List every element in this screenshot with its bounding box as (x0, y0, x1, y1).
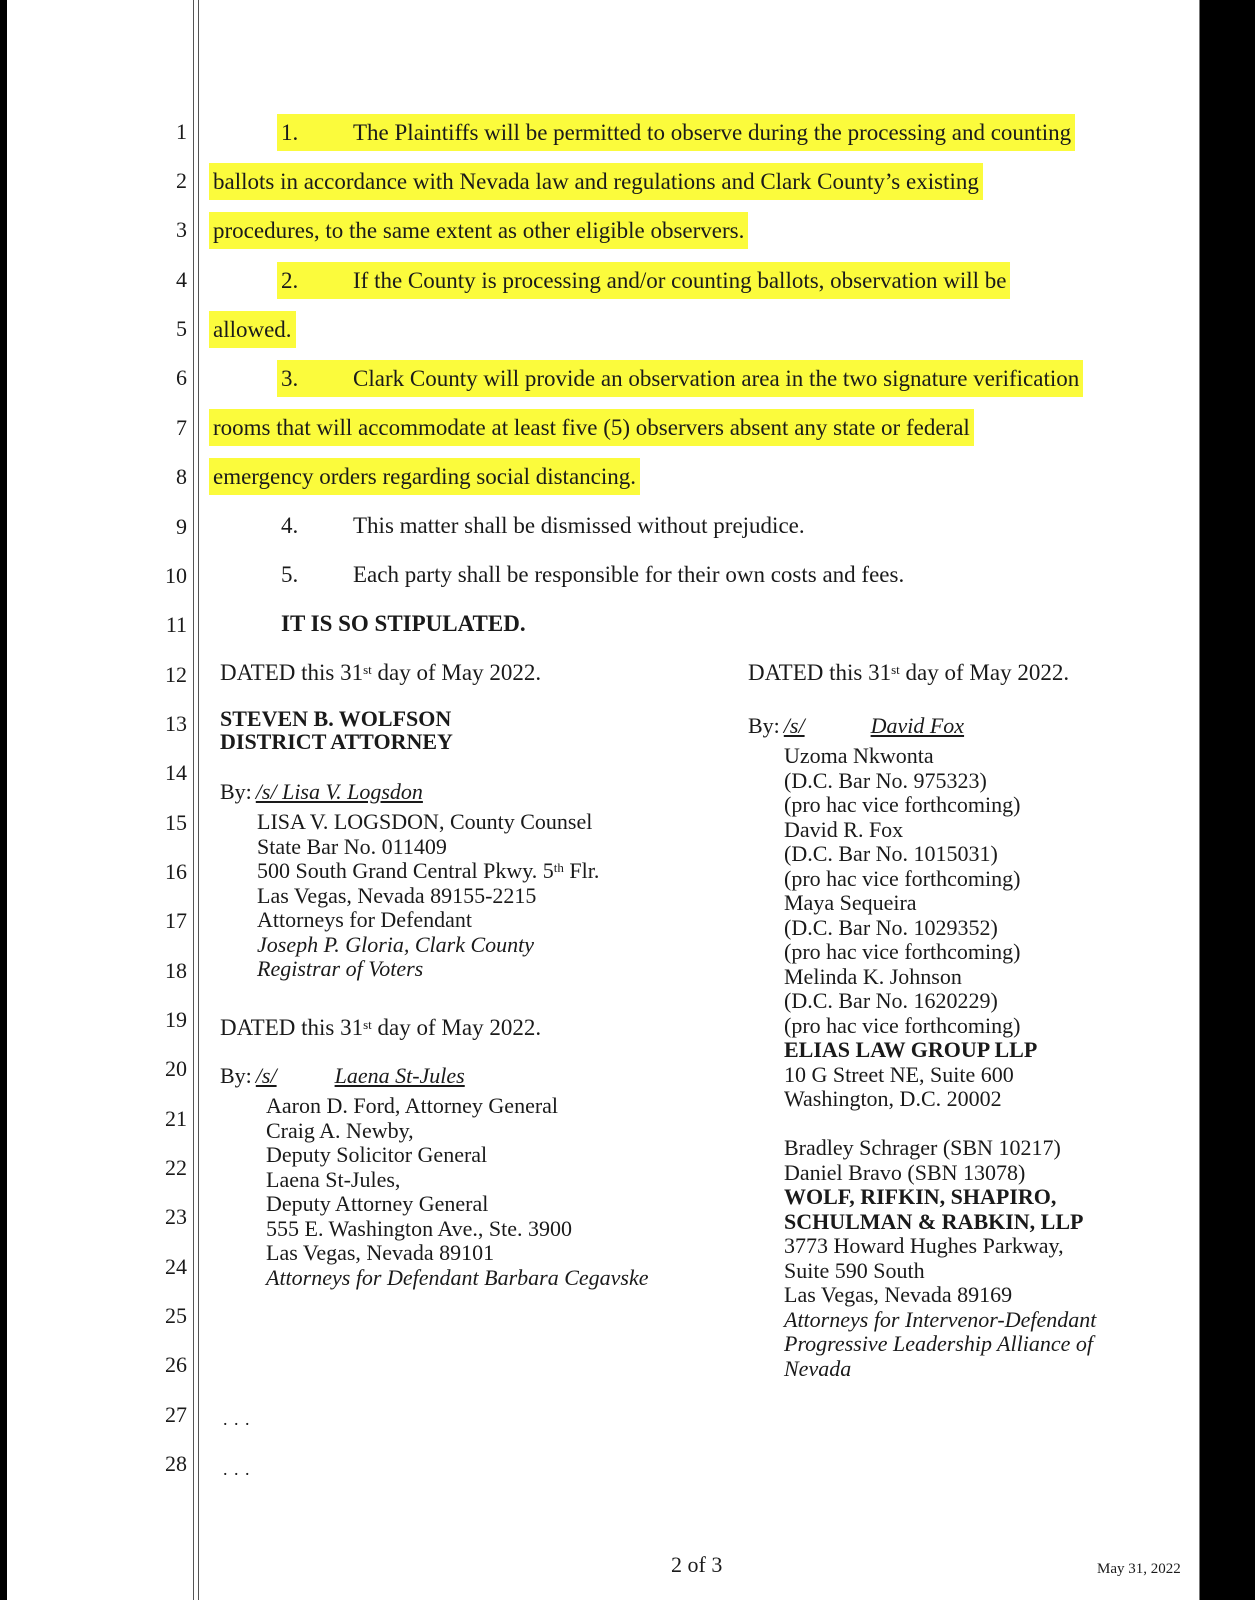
paragraph-1-line-2 (209, 167, 983, 197)
paragraph-2-line-1 (277, 266, 1010, 296)
line-number: 19 (165, 1007, 187, 1032)
highlight: rooms that will accommodate at least five (5) observers absent any state or federal (209, 409, 974, 446)
highlight (277, 360, 1083, 397)
line-number: 25 (165, 1303, 187, 1328)
detail-line: Bradley Schrager (SBN 10217) (784, 1135, 1061, 1160)
detail-line-italic: Joseph P. Gloria, Clark County (257, 931, 535, 957)
line-number: 22 (165, 1155, 187, 1180)
detail-line: (pro hac vice forthcoming) (784, 939, 1021, 964)
by-label: By: (748, 713, 780, 738)
address-sup: th (553, 860, 564, 875)
address-line: Suite 590 South (784, 1257, 925, 1283)
detail-line: 555 E. Washington Ave., Ste. 3900 (266, 1215, 573, 1241)
line-number: 7 (176, 415, 187, 440)
margin-rule-right (1199, 0, 1200, 1600)
dated-line-left (220, 658, 541, 688)
line-number: 20 (165, 1056, 187, 1081)
line-number: 16 (165, 859, 187, 884)
intervenor-signature-line (748, 714, 1102, 739)
ag-signature-line (220, 1064, 574, 1089)
detail-line: (D.C. Bar No. 1015031) (784, 841, 998, 866)
da-details (257, 810, 599, 982)
detail-line-italic: Attorneys for Defendant Barbara Cegavske (266, 1264, 649, 1290)
line-number: 5 (176, 316, 187, 341)
line-number: 11 (165, 612, 187, 637)
signature: /s/ Lisa V. Logsdon (255, 779, 423, 804)
detail-line: (pro hac vice forthcoming) (784, 865, 1021, 891)
signature (780, 714, 1102, 739)
dated-suffix: day of May 2022. (371, 1015, 542, 1040)
paragraph-3-line-1 (277, 364, 1083, 394)
detail-line: Deputy Attorney General (266, 1191, 489, 1216)
signature-s: /s/ (255, 1063, 277, 1088)
detail-line: Deputy Solicitor General (266, 1142, 488, 1167)
line-number: 3 (176, 217, 187, 242)
highlight: emergency orders regarding social distancing. (209, 458, 640, 495)
detail-line: Las Vegas, Nevada 89101 (266, 1240, 495, 1265)
da-signature-line (220, 780, 501, 805)
detail-line-italic: Progressive Leadership Alliance of (784, 1331, 1093, 1356)
address-line: Washington, D.C. 20002 (784, 1086, 1002, 1111)
intervenor-details (784, 744, 1096, 1381)
by-label: By: (220, 1063, 252, 1088)
margin-rule-left-inner (198, 0, 199, 1600)
line-number: 1 (176, 119, 187, 144)
detail-line: (D.C. Bar No. 975323) (784, 767, 987, 793)
detail-line-italic: Registrar of Voters (257, 956, 424, 981)
line-number: 13 (165, 711, 187, 736)
signature-name: David Fox (870, 713, 965, 738)
paragraph-number: 4. (281, 513, 299, 538)
highlight (277, 262, 1010, 299)
line-number: 27 (165, 1402, 187, 1427)
paragraph-5 (281, 560, 904, 590)
page-number: 2 of 3 (671, 1552, 723, 1577)
dated-prefix: DATED this 31 (220, 1015, 364, 1040)
detail-line: (D.C. Bar No. 1029352) (784, 914, 998, 940)
address-line: 3773 Howard Hughes Parkway, (784, 1233, 1064, 1258)
dated-line-left-2 (220, 1013, 541, 1043)
dated-suffix: day of May 2022. (371, 660, 542, 685)
document-page (7, 0, 1200, 1600)
dated-prefix: DATED this 31 (220, 660, 364, 685)
address-line: 10 G Street NE, Suite 600 (784, 1061, 1014, 1087)
paragraph-1-line-1 (277, 118, 1075, 148)
address-suffix: Flr. (563, 858, 600, 883)
margin-rule-left-outer (193, 0, 194, 1600)
highlight (277, 114, 1075, 151)
paragraph-3-line-2 (209, 413, 974, 443)
dated-sup: st (363, 662, 372, 677)
firm-name: ELIAS LAW GROUP LLP (784, 1037, 1038, 1062)
ellipsis: . . . (223, 1459, 251, 1479)
paragraph-text: This matter shall be dismissed without prejudice. (353, 513, 805, 538)
line-number: 24 (165, 1254, 187, 1279)
dated-sup: st (363, 1017, 372, 1032)
ag-details (266, 1094, 649, 1290)
paragraph-number: 5. (281, 562, 299, 587)
detail-line: (pro hac vice forthcoming) (784, 792, 1021, 817)
signature-name: Laena St-Jules (334, 1063, 465, 1088)
paragraph-number: 1. (281, 120, 299, 145)
line-number: 6 (176, 365, 187, 390)
line-number: 17 (165, 908, 187, 933)
firm-name: SCHULMAN & RABKIN, LLP (784, 1208, 1084, 1234)
firm-line: DISTRICT ATTORNEY (220, 729, 453, 754)
paragraph-text: Clark County will provide an observation area in the two signature verification (353, 366, 1080, 391)
line-number: 10 (165, 563, 187, 588)
address-line (257, 859, 599, 884)
line-number: 4 (176, 267, 187, 292)
line-number: 18 (165, 958, 187, 983)
detail-line: Daniel Bravo (SBN 13078) (784, 1159, 1026, 1185)
highlight: ballots in accordance with Nevada law and regulations and Clark County’s existing (209, 163, 983, 200)
line-number: 26 (165, 1352, 187, 1377)
detail-line: Las Vegas, Nevada 89155-2215 (257, 882, 537, 908)
line-number: 12 (165, 662, 187, 687)
highlight: allowed. (209, 311, 296, 348)
signature (252, 1064, 574, 1089)
signature-s: /s/ (783, 713, 805, 738)
detail-line: Attorneys for Defendant (257, 907, 473, 932)
dated-suffix: day of May 2022. (899, 660, 1070, 685)
ellipsis: . . . (223, 1409, 251, 1429)
line-number: 8 (176, 464, 187, 489)
paragraph-number: 2. (281, 268, 299, 293)
address-prefix: 500 South Grand Central Pkwy. 5 (257, 858, 554, 883)
paragraph-text: If the County is processing and/or counting ballots, observation will be (353, 268, 1007, 293)
highlight: procedures, to the same extent as other eligible observers. (209, 212, 748, 249)
dated-line-right (748, 658, 1069, 688)
detail-line: Maya Sequeira (784, 890, 917, 915)
line-number: 14 (165, 760, 187, 785)
paragraph-4 (281, 511, 805, 541)
paragraph-number: 3. (281, 366, 299, 391)
by-label: By: (220, 779, 252, 804)
detail-line: State Bar No. 011409 (257, 833, 447, 859)
detail-line: (D.C. Bar No. 1620229) (784, 988, 998, 1013)
paragraph-1-line-3 (209, 216, 748, 246)
da-firm (220, 707, 453, 753)
line-number: 2 (176, 168, 187, 193)
detail-line: Aaron D. Ford, Attorney General (266, 1093, 559, 1118)
line-number: 21 (165, 1106, 187, 1131)
line-number: 23 (165, 1204, 187, 1229)
stipulated-heading: IT IS SO STIPULATED. (281, 611, 526, 636)
detail-line: (pro hac vice forthcoming) (784, 1012, 1021, 1038)
line-number: 28 (165, 1451, 187, 1476)
paragraph-2-line-2 (209, 315, 296, 345)
detail-line: LISA V. LOGSDON, County Counsel (257, 809, 593, 834)
detail-line: Laena St-Jules, (266, 1166, 401, 1192)
date-stamp: May 31, 2022 (1097, 1561, 1181, 1577)
paragraph-text: Each party shall be responsible for their own costs and fees. (353, 562, 905, 587)
detail-line-italic: Nevada (784, 1355, 852, 1381)
detail-line-italic: Attorneys for Intervenor-Defendant (784, 1306, 1097, 1332)
paragraph-3-line-3 (209, 462, 640, 492)
line-number: 9 (176, 514, 187, 539)
detail-line: Uzoma Nkwonta (784, 743, 934, 768)
line-number: 15 (165, 810, 187, 835)
dated-prefix: DATED this 31 (748, 660, 892, 685)
detail-line: Craig A. Newby, (266, 1117, 414, 1143)
address-line: Las Vegas, Nevada 89169 (784, 1282, 1013, 1307)
detail-line: David R. Fox (784, 816, 904, 842)
detail-line: Melinda K. Johnson (784, 963, 962, 989)
paragraph-text: The Plaintiffs will be permitted to observe during the processing and counting (353, 120, 1072, 145)
dated-sup: st (891, 662, 900, 677)
firm-name: WOLF, RIFKIN, SHAPIRO, (784, 1184, 1057, 1209)
firm-line: STEVEN B. WOLFSON (220, 706, 452, 731)
